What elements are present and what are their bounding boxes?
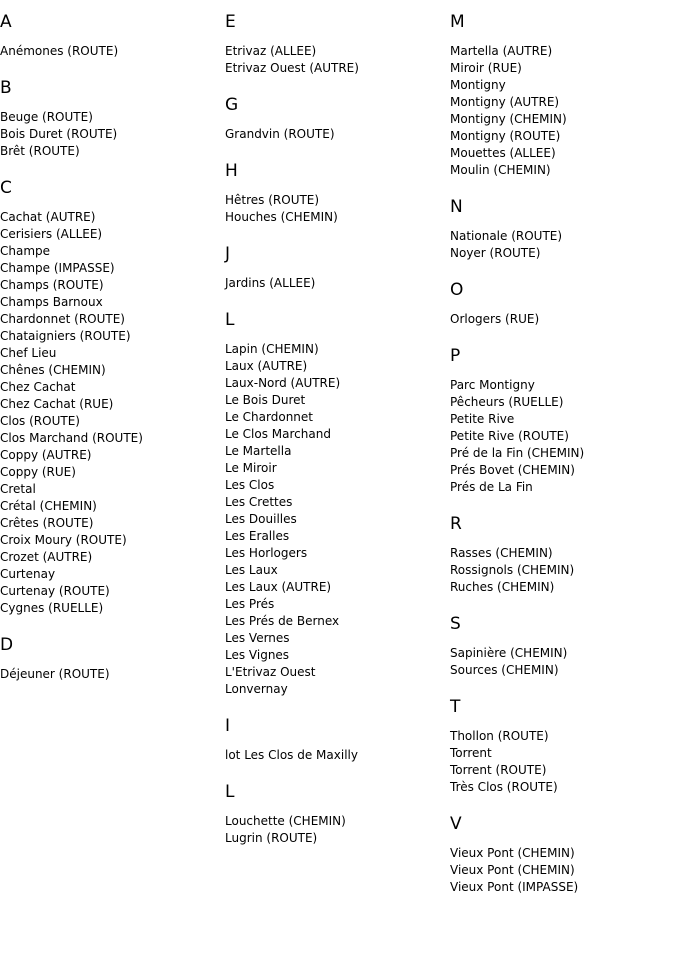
street-list [225, 813, 450, 847]
street-list [225, 341, 450, 698]
street-item: Vieux Pont (IMPASSE) [450, 880, 579, 894]
street-list [225, 275, 450, 292]
street-item: Chataigniers (ROUTE) [0, 329, 131, 343]
section-letter-heading: D [0, 635, 14, 655]
street-item: Cachat (AUTRE) [0, 210, 96, 224]
section-letter-heading: H [225, 161, 238, 181]
street-item: Etrivaz (ALLEE) [225, 44, 317, 58]
section-letter-heading: S [450, 614, 461, 634]
letter-section [0, 78, 225, 160]
street-item: Prés de La Fin [450, 480, 533, 494]
street-list [225, 192, 450, 226]
street-item: Bois Duret (ROUTE) [0, 127, 118, 141]
street-item: Le Bois Duret [225, 393, 306, 407]
street-item: Grandvin (ROUTE) [225, 127, 335, 141]
section-letter-heading: C [0, 178, 12, 198]
street-item: Brêt (ROUTE) [0, 144, 80, 158]
street-item: Montigny (CHEMIN) [450, 112, 567, 126]
section-letter-heading: O [450, 280, 464, 300]
street-list [450, 728, 675, 796]
street-item: Louchette (CHEMIN) [225, 814, 346, 828]
section-letter-heading: P [450, 346, 461, 366]
letter-section [225, 12, 450, 77]
street-list [0, 209, 225, 617]
letter-section [225, 95, 450, 143]
street-item: Coppy (RUE) [0, 465, 76, 479]
street-item: Crozet (AUTRE) [0, 550, 93, 564]
street-item: Champs (ROUTE) [0, 278, 104, 292]
section-letter-heading: V [450, 814, 462, 834]
street-item: Les Clos [225, 478, 275, 492]
street-item: Lonvernay [225, 682, 288, 696]
street-item: Chef Lieu [0, 346, 57, 360]
street-item: Curtenay [0, 567, 56, 581]
street-list [450, 377, 675, 496]
section-letter-heading: R [450, 514, 462, 534]
street-item: Crétal (CHEMIN) [0, 499, 97, 513]
letter-section [225, 782, 450, 847]
letter-section [450, 814, 675, 896]
street-item: Chez Cachat (RUE) [0, 397, 114, 411]
street-item: Thollon (ROUTE) [450, 729, 549, 743]
street-list [450, 311, 675, 328]
street-item: Très Clos (ROUTE) [450, 780, 558, 794]
street-item: Petite Rive (ROUTE) [450, 429, 569, 443]
street-item: Les Horlogers [225, 546, 308, 560]
street-item: Les Douilles [225, 512, 297, 526]
street-item: Chez Cachat [0, 380, 76, 394]
street-item: Champe [0, 244, 51, 258]
street-item: Le Miroir [225, 461, 277, 475]
street-item: Laux (AUTRE) [225, 359, 308, 373]
street-item: Croix Moury (ROUTE) [0, 533, 127, 547]
street-item: Crêtes (ROUTE) [0, 516, 94, 530]
letter-section [0, 178, 225, 617]
street-item: Les Vernes [225, 631, 290, 645]
street-item: Vieux Pont (CHEMIN) [450, 846, 575, 860]
street-item: Parc Montigny [450, 378, 535, 392]
street-item: Sources (CHEMIN) [450, 663, 559, 677]
directory-column [225, 0, 450, 865]
street-item: Torrent (ROUTE) [450, 763, 547, 777]
street-item: Vieux Pont (CHEMIN) [450, 863, 575, 877]
street-item: Les Crettes [225, 495, 293, 509]
street-item: Champs Barnoux [0, 295, 103, 309]
section-letter-heading: L [225, 782, 235, 802]
street-list [0, 666, 225, 683]
street-item: Cygnes (RUELLE) [0, 601, 104, 615]
street-item: Hêtres (ROUTE) [225, 193, 320, 207]
letter-section [225, 716, 450, 764]
street-item: Le Chardonnet [225, 410, 313, 424]
street-list [450, 845, 675, 896]
section-letter-heading: M [450, 12, 465, 32]
street-item: Houches (CHEMIN) [225, 210, 338, 224]
street-item: Beuge (ROUTE) [0, 110, 93, 124]
street-item: Champe (IMPASSE) [0, 261, 115, 275]
street-item: Le Clos Marchand [225, 427, 331, 441]
street-item: Sapinière (CHEMIN) [450, 646, 568, 660]
letter-section [225, 244, 450, 292]
section-letter-heading: G [225, 95, 239, 115]
street-list [0, 43, 225, 60]
street-item: Cretal [0, 482, 36, 496]
section-letter-heading: L [225, 310, 235, 330]
section-letter-heading: B [0, 78, 12, 98]
street-list [0, 109, 225, 160]
street-list [225, 126, 450, 143]
street-list [450, 645, 675, 679]
street-item: Les Vignes [225, 648, 290, 662]
section-letter-heading: I [225, 716, 231, 736]
section-letter-heading: T [450, 697, 461, 717]
letter-section [450, 346, 675, 496]
street-item: Les Laux (AUTRE) [225, 580, 332, 594]
street-item: Les Prés [225, 597, 275, 611]
street-item: Petite Rive [450, 412, 515, 426]
street-item: Rossignols (CHEMIN) [450, 563, 575, 577]
street-item: Mouettes (ALLEE) [450, 146, 556, 160]
street-item: Coppy (AUTRE) [0, 448, 92, 462]
street-item: Martella (AUTRE) [450, 44, 553, 58]
street-item: Lugrin (ROUTE) [225, 831, 318, 845]
street-item: Laux-Nord (AUTRE) [225, 376, 341, 390]
street-item: Torrent [450, 746, 492, 760]
street-item: Chardonnet (ROUTE) [0, 312, 125, 326]
street-item: Les Prés de Bernex [225, 614, 340, 628]
section-letter-heading: N [450, 197, 463, 217]
street-list [225, 43, 450, 77]
street-item: L'Etrivaz Ouest [225, 665, 316, 679]
street-item: Miroir (RUE) [450, 61, 522, 75]
street-item: Noyer (ROUTE) [450, 246, 541, 260]
street-item: Nationale (ROUTE) [450, 229, 563, 243]
street-item: Montigny (AUTRE) [450, 95, 560, 109]
street-item: Orlogers (RUE) [450, 312, 540, 326]
letter-section [225, 310, 450, 698]
street-item: Le Martella [225, 444, 292, 458]
section-letter-heading: A [0, 12, 12, 32]
street-item: Montigny [450, 78, 506, 92]
letter-section [450, 514, 675, 596]
letter-section [0, 12, 225, 60]
street-item: Curtenay (ROUTE) [0, 584, 110, 598]
street-item: Chênes (CHEMIN) [0, 363, 106, 377]
street-list [450, 545, 675, 596]
street-item: Anémones (ROUTE) [0, 44, 119, 58]
street-item: Jardins (ALLEE) [225, 276, 316, 290]
street-item: Etrivaz Ouest (AUTRE) [225, 61, 359, 75]
letter-section [450, 614, 675, 679]
section-letter-heading: E [225, 12, 236, 32]
directory-column [0, 0, 225, 701]
street-item: Pêcheurs (RUELLE) [450, 395, 564, 409]
street-item: Moulin (CHEMIN) [450, 163, 551, 177]
street-item: Clos Marchand (ROUTE) [0, 431, 143, 445]
letter-section [450, 12, 675, 179]
letter-section [225, 161, 450, 226]
letter-section [0, 635, 225, 683]
street-list [225, 747, 450, 764]
street-item: Pré de la Fin (CHEMIN) [450, 446, 585, 460]
letter-section [450, 280, 675, 328]
directory-column [450, 0, 675, 914]
street-item: lot Les Clos de Maxilly [225, 748, 358, 762]
street-item: Clos (ROUTE) [0, 414, 80, 428]
letter-section [450, 197, 675, 262]
street-item: Rasses (CHEMIN) [450, 546, 553, 560]
street-list [450, 43, 675, 179]
street-item: Les Eralles [225, 529, 290, 543]
street-item: Lapin (CHEMIN) [225, 342, 319, 356]
street-item: Prés Bovet (CHEMIN) [450, 463, 575, 477]
street-item: Déjeuner (ROUTE) [0, 667, 110, 681]
street-item: Les Laux [225, 563, 278, 577]
section-letter-heading: J [225, 244, 231, 264]
letter-section [450, 697, 675, 796]
street-item: Cerisiers (ALLEE) [0, 227, 103, 241]
street-item: Ruches (CHEMIN) [450, 580, 555, 594]
street-list [450, 228, 675, 262]
street-item: Montigny (ROUTE) [450, 129, 561, 143]
